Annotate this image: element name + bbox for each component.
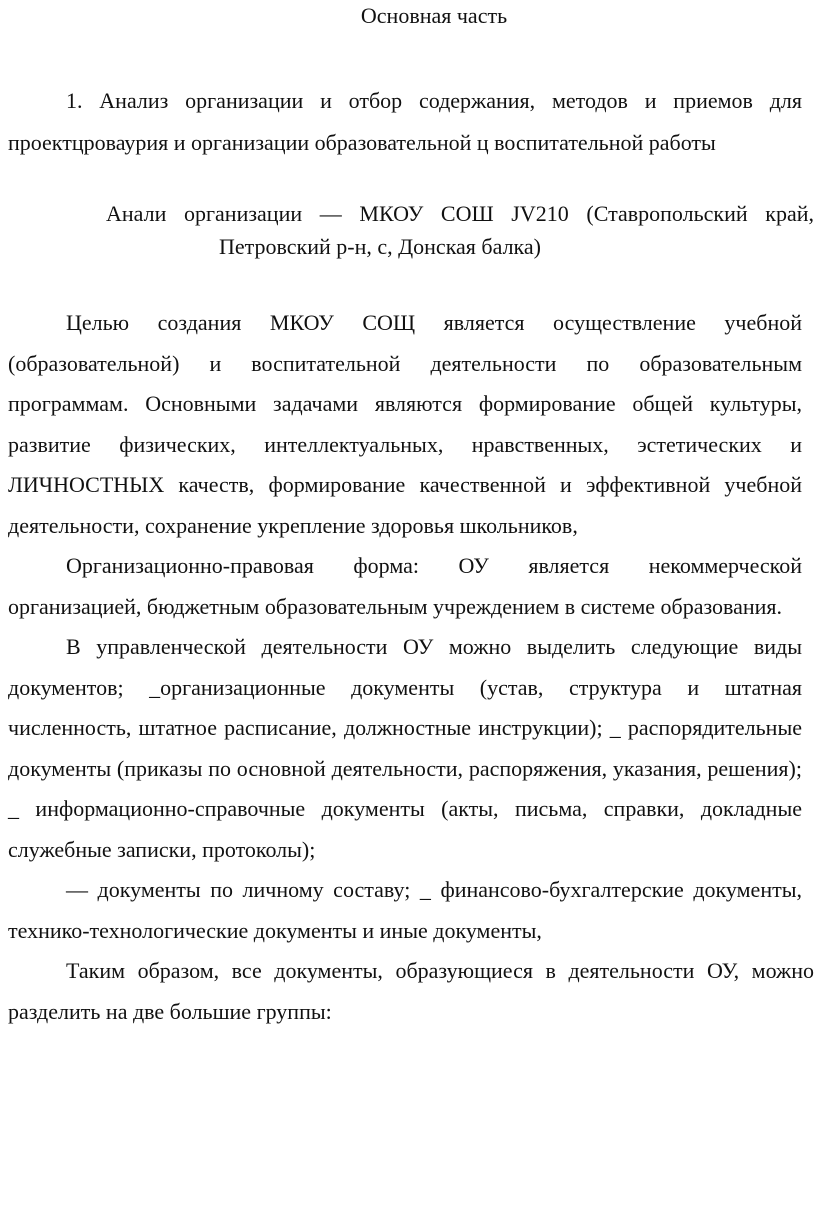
organization-line-2: Петровский р-н, с, Донская балка) bbox=[218, 234, 542, 259]
body-text bbox=[8, 303, 814, 1032]
paragraph-document-types: В управленческой деятельности ОУ можно выделить следующие виды документов; _организационные документы (устав, структура и штатная численность, штатное расписание, должностные инструкции); _ распорядительные документы (приказы по основной деятельности, распоряжения, указания, решения); _ информационно-справочные документы (акты, письма, справки, докладные служебные записки, протоколы); bbox=[8, 634, 802, 862]
organization-line-1: Анали организации — МКОУ СОШ JV210 (Ставропольский край, bbox=[106, 201, 814, 226]
paragraph-personnel-docs: — документы по личному составу; _ финансово-бухгалтерские документы, технико-технологические документы и иные документы, bbox=[8, 877, 802, 943]
page-heading: Основная часть bbox=[360, 3, 508, 28]
paragraph-goal: Целью создания МКОУ СОЩ является осуществление учебной (образовательной) и воспитательной деятельности по образовательным программам. Основными задачами являются формирование общей культуры, развитие физических, интеллектуальных, нравственных, эстетических и ЛИЧНОСТНЫХ качеств, формирование качественной и эффективной учебной деятельности, сохранение укрепление здоровья школьников, bbox=[8, 310, 802, 538]
paragraph-conclusion: Таким образом, все документы, образующиеся в деятельности ОУ, можно разделить на две большие группы: bbox=[8, 958, 814, 1024]
paragraph-legal-form: Организационно-правовая форма: ОУ является некоммерческой организацией, бюджетным образовательным учреждением в системе образования. bbox=[8, 553, 802, 619]
section-title: 1. Анализ организации и отбор содержания, методов и приемов для проектцроваурия и организации образовательной ц воспитательной работы bbox=[8, 88, 802, 155]
